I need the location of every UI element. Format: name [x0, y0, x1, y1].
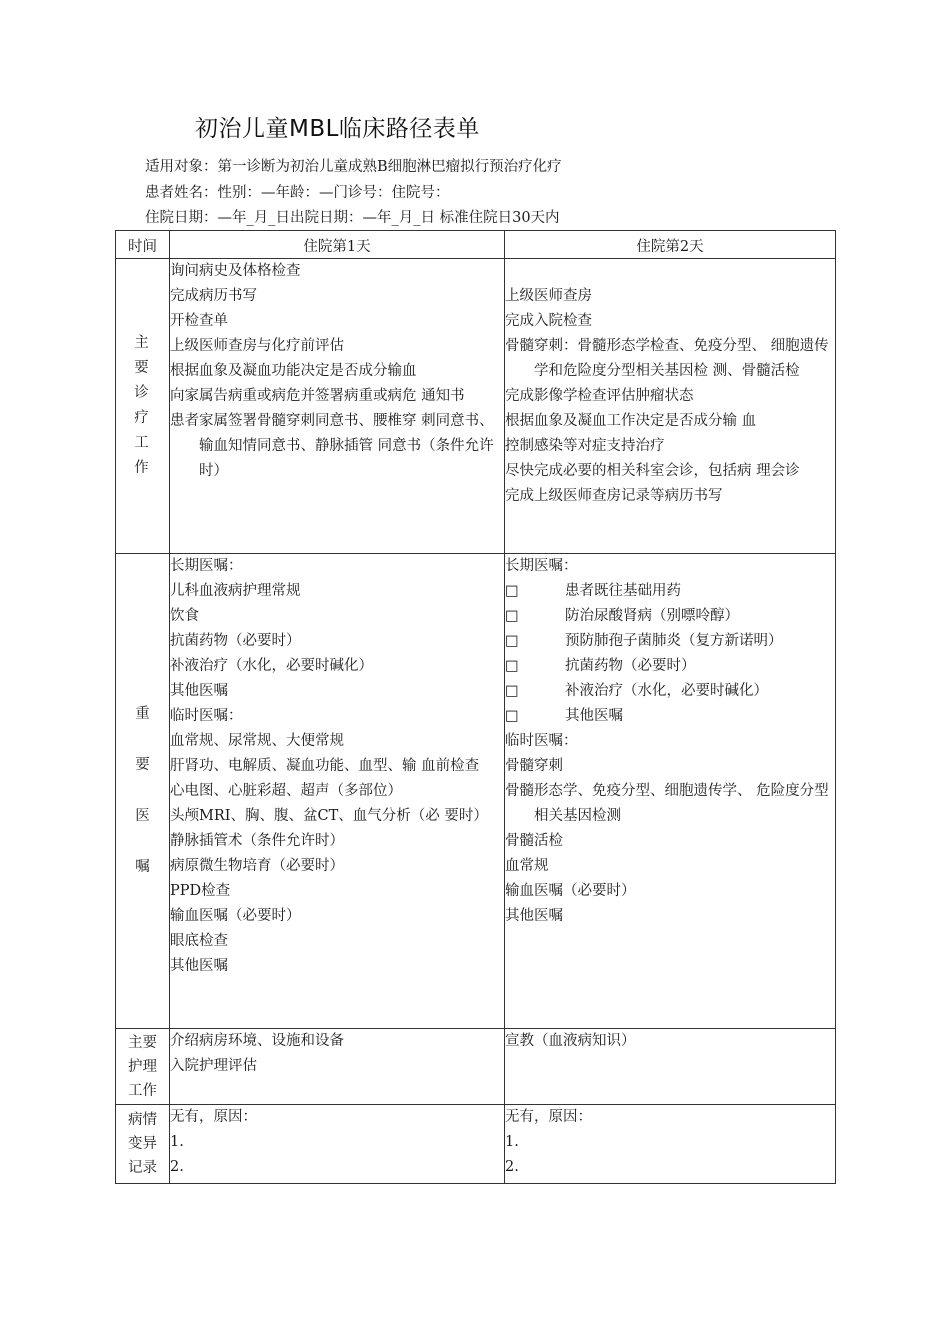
list-item: 完成上级医师查房记录等病历书写 — [505, 488, 723, 504]
nursing-day2 — [505, 1029, 836, 1105]
list-item: 补液治疗（水化，必要时碱化） — [170, 658, 373, 674]
list-item: 开检查单 — [170, 313, 228, 329]
checkbox-order-item[interactable] — [505, 654, 835, 679]
list-item: 骨髓穿刺：骨髓形态学检查、免疫分型、 细胞遗传学和危险度分型相关基因检 测、骨髓活检 — [505, 338, 829, 379]
list-item: 输血医嘱（必要时） — [170, 908, 301, 924]
checkbox-icon[interactable]: □ — [505, 708, 519, 724]
list-item: 骨髓活检 — [505, 833, 563, 849]
list-item: 完成入院检查 — [505, 313, 592, 329]
checkbox-order-item[interactable] — [505, 579, 835, 604]
main-work-label: 主 要 诊 疗 工 作 — [116, 259, 170, 554]
checkbox-label: 预防肺孢子菌肺炎（复方新诺明） — [565, 633, 783, 649]
orders-day1 — [170, 554, 505, 1029]
header-row — [116, 231, 836, 259]
list-item: 儿科血液病护理常规 — [170, 583, 301, 599]
list-item: 患者家属签署骨髓穿刺同意书、腰椎穿 刺同意书、输血知情同意书、静脉插管 同意书（条件允许时） — [170, 413, 494, 479]
list-item: 输血医嘱（必要时） — [505, 883, 636, 899]
list-item: 病原微生物培育（必要时） — [170, 858, 344, 874]
admission-dates-line: 住院日期：—年_月_日出院日期：—年_月_日 标准住院日30天内 — [145, 210, 560, 226]
applicable-subject: 适用对象：第一诊断为初治儿童成熟B细胞淋巴瘤拟行预治疗化疗 — [145, 159, 562, 175]
checkbox-order-item[interactable] — [505, 704, 835, 729]
list-item: 临时医嘱： — [170, 708, 243, 724]
list-item: 肝肾功、电解质、凝血功能、血型、输 血前检查 — [170, 758, 480, 774]
list-item: 宣教（血液病知识） — [505, 1033, 636, 1049]
list-item: 抗菌药物（必要时） — [170, 633, 301, 649]
header-day2: 住院第2天 — [505, 231, 836, 259]
list-item: 长期医嘱： — [170, 558, 243, 574]
orders-day2 — [505, 554, 836, 1029]
list-item: 骨髓形态学、免疫分型、细胞遗传学、 危险度分型相关基因检测 — [505, 783, 829, 824]
list-item: 血常规、尿常规、大便常规 — [170, 733, 344, 749]
list-item: 控制感染等对症支持治疗 — [505, 438, 665, 454]
list-item: 完成病历书写 — [170, 288, 257, 304]
list-item: 其他医嘱 — [170, 958, 228, 974]
checkbox-label: 患者既往基础用药 — [565, 583, 681, 599]
list-item: 向家属告病重或病危并签署病重或病危 通知书 — [170, 388, 465, 404]
checkbox-icon[interactable]: □ — [505, 633, 519, 649]
checkbox-label: 防治尿酸肾病（别嘌呤醇） — [565, 608, 739, 624]
header-day1: 住院第1天 — [170, 231, 505, 259]
checkbox-order-item[interactable] — [505, 604, 835, 629]
list-item: 无有，原因： — [505, 1109, 592, 1125]
list-item: 静脉插管术（条件允许时） — [170, 833, 344, 849]
list-item: 心电图、心脏彩超、超声（多部位） — [170, 783, 402, 799]
list-item: 完成影像学检查评估肿瘤状态 — [505, 388, 694, 404]
checkbox-label: 其他医嘱 — [565, 708, 623, 724]
list-item: 上级医师查房与化疗前评估 — [170, 338, 344, 354]
clinical-pathway-table — [115, 230, 836, 1184]
checkbox-order-item[interactable] — [505, 629, 835, 654]
nursing-day1 — [170, 1029, 505, 1105]
list-item: 骨髓穿刺 — [505, 758, 563, 774]
header-time: 时间 — [116, 231, 170, 259]
variation-row — [116, 1105, 836, 1184]
checkbox-icon[interactable]: □ — [505, 583, 519, 599]
list-item: 2. — [170, 1159, 184, 1175]
checkbox-order-item[interactable] — [505, 679, 835, 704]
list-item: 入院护理评估 — [170, 1058, 257, 1074]
list-item: 头颅MRI、胸、腹、盆CT、血气分析（必 要时） — [170, 808, 488, 824]
list-item: 尽快完成必要的相关科室会诊，包括病 理会诊 — [505, 463, 800, 479]
list-item: 根据血象及凝血工作决定是否成分输 血 — [505, 413, 757, 429]
checkbox-icon[interactable]: □ — [505, 658, 519, 674]
checkbox-icon[interactable]: □ — [505, 683, 519, 699]
list-item: 饮食 — [170, 608, 199, 624]
orders-label: 重 要 医 嘱 — [116, 554, 170, 1029]
main-work-row — [116, 259, 836, 554]
list-item: 无有，原因： — [170, 1109, 257, 1125]
list-item: 临时医嘱： — [505, 733, 578, 749]
list-item: 上级医师查房 — [505, 288, 592, 304]
orders-row — [116, 554, 836, 1029]
nursing-row — [116, 1029, 836, 1105]
main-work-day1 — [170, 259, 505, 554]
page-title: 初治儿童MBL临床路径表单 — [195, 116, 480, 142]
list-item: 血常规 — [505, 858, 549, 874]
checkbox-label: 抗菌药物（必要时） — [565, 658, 696, 674]
variation-label: 病情 变异 记录 — [116, 1105, 170, 1184]
list-item: 介绍病房环境、设施和设备 — [170, 1033, 344, 1049]
list-item: 其他医嘱 — [170, 683, 228, 699]
list-item: 眼底检查 — [170, 933, 228, 949]
list-item: 2. — [505, 1159, 519, 1175]
list-item: 1. — [170, 1134, 184, 1150]
main-work-day2 — [505, 259, 836, 554]
variation-day2 — [505, 1105, 836, 1184]
checkbox-label: 补液治疗（水化，必要时碱化） — [565, 683, 768, 699]
list-item: PPD检查 — [170, 883, 231, 899]
variation-day1 — [170, 1105, 505, 1184]
day2-long-term-label: 长期医嘱： — [505, 558, 578, 574]
patient-info-line: 患者姓名：性别：—年龄：—门诊号：住院号： — [145, 185, 450, 201]
list-item: 根据血象及凝血功能决定是否成分输血 — [170, 363, 417, 379]
list-item: 1. — [505, 1134, 519, 1150]
list-item: 其他医嘱 — [505, 908, 563, 924]
nursing-label: 主要 护理 工作 — [116, 1029, 170, 1105]
list-item: 询问病史及体格检查 — [170, 263, 301, 279]
checkbox-icon[interactable]: □ — [505, 608, 519, 624]
